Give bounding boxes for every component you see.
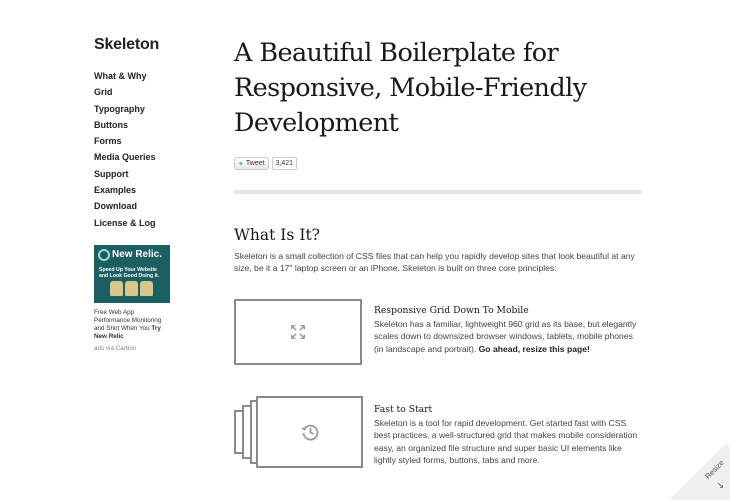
nav-item-download[interactable]: Download xyxy=(94,201,137,212)
ad-brand: New Relic. xyxy=(112,249,163,261)
ad-shirts-graphic xyxy=(110,281,153,296)
nav-item-license-log[interactable]: License & Log xyxy=(94,217,156,228)
nav-item-grid[interactable]: Grid xyxy=(94,87,113,98)
tweet-label: Tweet xyxy=(245,160,265,167)
intro-paragraph: Skeleton is a small collection of CSS files that can help you rapidly develop sites that look beautiful at any size, be it a 17" laptop screen or an iPhone. Skeleton is built on three core principles: xyxy=(234,251,635,274)
responsive-grid-illustration xyxy=(234,299,362,365)
feature-body: Skeleton has a familiar, lightweight 960 grid as its base, but elegantly scales down to downsized browser windows, tablets, mobile phones (in landscape and portrait). xyxy=(374,319,637,354)
new-relic-ring-icon xyxy=(98,249,110,261)
nav-item-examples[interactable]: Examples xyxy=(94,185,137,196)
ad-text[interactable] xyxy=(94,309,170,341)
sidebar-nav xyxy=(94,68,194,231)
ad-text-body: Free Web App Performance Monitoring and Shirt When You xyxy=(94,308,162,332)
ad-via-carbon[interactable]: ads via Carbon xyxy=(94,344,137,352)
ad-banner-image[interactable] xyxy=(94,245,170,303)
shirt-icon xyxy=(140,281,153,296)
twitter-bird-icon: ✦ xyxy=(238,160,244,168)
nav-item-typography[interactable]: Typography xyxy=(94,103,145,114)
nav-item-support[interactable]: Support xyxy=(94,168,129,179)
resize-arrow-icon: ↘ xyxy=(716,480,724,490)
nav-item-buttons[interactable]: Buttons xyxy=(94,119,128,130)
site-logo[interactable]: Skeleton xyxy=(94,36,160,53)
feature-title: Responsive Grid Down To Mobile xyxy=(374,305,529,316)
ad-text-link[interactable]: Try New Relic xyxy=(94,324,161,340)
tweet-button[interactable] xyxy=(234,157,269,170)
shirt-icon xyxy=(110,281,123,296)
tweet-count[interactable]: 3,421 xyxy=(272,157,298,170)
tweet-widget xyxy=(234,157,297,170)
ad-tagline: Speed Up Your Website and Look Good Doing it. xyxy=(99,266,160,280)
nav-item-what-why[interactable]: What & Why xyxy=(94,71,147,81)
feature-emphasis: Go ahead, resize this page! xyxy=(478,343,590,354)
resize-tab-background xyxy=(669,443,730,500)
expand-arrows-icon xyxy=(289,323,307,341)
resize-label: Resize xyxy=(703,458,726,481)
feature-text: Skeleton is a tool for rapid development. Get started fast with CSS best practices, a well-structured grid that makes mobile consideration easy, an organized file structure and super basic UI elements like lightly styled forms, buttons, tabs and more. xyxy=(374,418,638,466)
clock-rewind-icon xyxy=(300,422,320,442)
carbon-ad xyxy=(94,245,170,352)
feature-title: Fast to Start xyxy=(374,404,433,415)
new-relic-logo xyxy=(98,249,162,261)
shirt-icon xyxy=(125,281,138,296)
page-title: A Beautiful Boilerplate for Responsive, Mobile-Friendly Development xyxy=(234,38,587,138)
sidebar xyxy=(94,36,194,352)
nav-item-forms[interactable]: Forms xyxy=(94,136,122,147)
pg-pg4 xyxy=(256,396,363,468)
section-title: What Is It? xyxy=(234,226,320,244)
fast-start-illustration xyxy=(234,396,364,468)
nav-item-media-queries[interactable]: Media Queries xyxy=(94,152,156,163)
section-divider xyxy=(234,190,642,194)
feature-text xyxy=(374,318,644,355)
